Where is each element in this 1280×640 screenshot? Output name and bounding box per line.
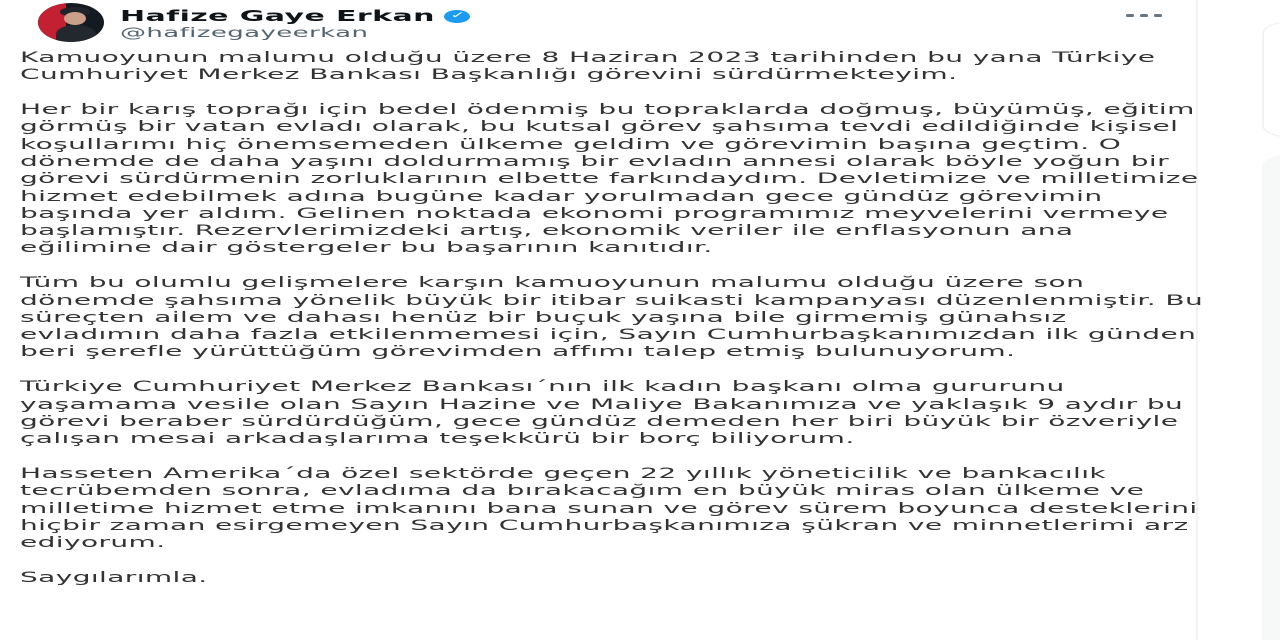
more-menu-button[interactable]	[1126, 14, 1162, 17]
author-display-name[interactable]: Hafize Gaye Erkan	[120, 7, 435, 25]
tweet-paragraph: Kamuoyunun malumu olduğu üzere 8 Haziran 2023 tarihinden bu yana Türkiye Cumhuriyet Merkez Bankası Başkanlığı görevini sürdürmekteyim.	[20, 50, 1156, 84]
more-dot-icon	[1154, 14, 1162, 17]
avatar-face	[64, 12, 86, 25]
sidebar-card-filled	[1262, 155, 1280, 640]
tweet-paragraph: Türkiye Cumhuriyet Merkez Bankası´nın ilk kadın başkanı olma gururunu yaşamama vesile olan Sayın Hazine ve Maliye Bakanımıza ve yaklaşık 9 aydır bu görevi beraber sürdürdüğüm, gece gündüz demeden her biri büyük bir özveriyle çalışan mesai arkadaşlarıma teşekkürü bir borç biliyorum.	[20, 379, 1184, 448]
avatar[interactable]	[38, 3, 104, 42]
tweet-paragraph: Tüm bu olumlu gelişmelere karşın kamuoyunun malumu olduğu üzere son dönemde şahsıma yönelik büyük bir itibar suikasti kampanyası düzenlenmiştir. Bu süreçten ailem ve dahası henüz bir buçuk yaşına bile girmemiş günahsız evladımın daha fazla etkilenmemesi için, Sayın Cumhurbaşkanımızdan ilk günden beri şerefle yürüttüğüm görevimden affımı talep etmiş bulunuyorum.	[20, 275, 1204, 361]
author-name-row	[120, 7, 471, 25]
more-dot-icon	[1140, 14, 1148, 17]
more-dot-icon	[1126, 14, 1134, 17]
verified-badge-icon	[445, 10, 471, 23]
sidebar-card-outlined	[1262, 22, 1280, 137]
tweet-closing-line: Saygılarımla.	[20, 569, 208, 586]
tweet-paragraph: Her bir karış toprağı için bedel ödenmiş bu topraklarda doğmuş, büyümüş, eğitim görmüş bir vatan evladı olarak, bu kutsal görev şahsıma tevdi edildiğinde kişisel koşullarımı hiç önemsemeden ülkeme geldim ve görevimin başına geçtim. O dönemde de daha yaşını doldurmamış bir evladın annesi olarak böyle yoğun bir görevi sürdürmenin zorluklarının elbette farkındaydım. Devletimize ve milletimize hizmet edebilmek adına bugüne kadar yorulmadan gece gündüz görevimin başında yer aldım. Gelinen noktada ekonomi programımız meyvelerini vermeye başlamıştır. Rezervlerimizdeki artış, ekonomik veriler ile enflasyonun ana eğilimine dair göstergeler bu başarının kanıtıdır.	[20, 102, 1199, 257]
avatar-figure	[56, 25, 96, 42]
author-handle[interactable]: @hafizegayeerkan	[120, 26, 369, 41]
verified-check-glyph: ✓	[450, 10, 466, 21]
tweet-text	[20, 50, 1204, 605]
tweet-paragraph: Hasseten Amerika´da özel sektörde geçen 22 yıllık yöneticilik ve bankacılık tecrübemden sonra, evladıma da bırakacağım en büyük miras olan ülkeme ve milletime hizmet etme imkanını bana sunan ve görev sürem boyunca desteklerini hiçbir zaman esirgemeyen Sayın Cumhurbaşkanımıza şükran ve minnetlerimi arz ediyorum.	[20, 465, 1198, 552]
